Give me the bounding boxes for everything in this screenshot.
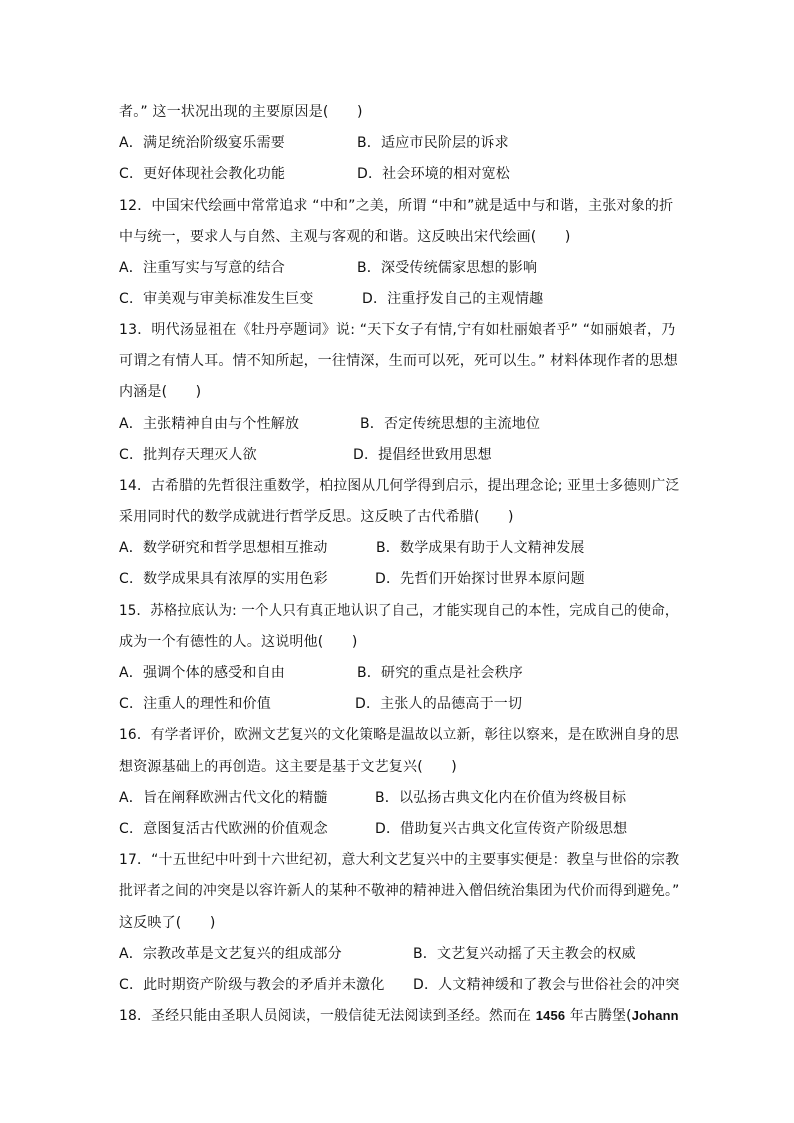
q16-option-d: D．借助复兴古典文化宣传资产阶级思想: [375, 821, 628, 837]
q17-stem-line1: 17．“十五世纪中叶到十六世纪初，意大利文艺复兴中的主要事实便是：教皇与世俗的宗教: [119, 852, 680, 868]
q15-stem-line2: 成为一个有德性的人。这说明他( ): [119, 634, 358, 650]
q16-option-c: C．意图复活古代欧洲的价值观念: [119, 821, 328, 837]
q18-text-pre: 18．圣经只能由圣职人员阅读，一般信徒无法阅读到圣经。然而在: [119, 1008, 536, 1024]
q13-option-b: B．否定传统思想的主流地位: [360, 416, 541, 432]
q11-option-d: D．社会环境的相对宽松: [357, 166, 510, 182]
q12-option-a: A．注重写实与写意的结合: [119, 260, 285, 276]
q18-stem-line1: [119, 1006, 679, 1026]
q12-stem-line2: 中与统一，要求人与自然、主观与客观的和谐。这反映出宋代绘画( ): [119, 229, 571, 245]
q17-option-c: C．此时期资产阶级与教会的矛盾并未激化: [119, 977, 385, 993]
q11-option-a: A．满足统治阶级宴乐需要: [119, 135, 285, 151]
q16-stem-line2: 想资源基础上的再创造。这主要是基于文艺复兴( ): [119, 759, 457, 775]
q12-option-c: C．审美观与审美标准发生巨变: [119, 291, 314, 307]
q14-option-d: D．先哲们开始探讨世界本原问题: [375, 571, 585, 587]
q11-stem-end: 者。” 这一状况出现的主要原因是( ): [119, 104, 363, 120]
q12-option-d: D．注重抒发自己的主观情趣: [362, 291, 544, 307]
q13-option-a: A．主张精神自由与个性解放: [119, 416, 300, 432]
q11-option-c: C．更好体现社会教化功能: [119, 166, 286, 182]
q18-year: 1456: [535, 1008, 566, 1023]
q13-stem-line1: 13．明代汤显祖在《牡丹亭题词》说: “天下女子有情,宁有如杜丽娘者乎” “如丽娘者，乃: [119, 322, 676, 338]
q15-option-b: B．研究的重点是社会秩序: [357, 665, 524, 681]
q14-option-b: B．数学成果有助于人文精神发展: [376, 540, 585, 556]
q15-stem-line1: 15．苏格拉底认为: 一个人只有真正地认识了自己，才能实现自己的本性，完成自己的使命，: [119, 603, 679, 619]
q12-option-b: B．深受传统儒家思想的影响: [357, 260, 538, 276]
q16-option-a: A．旨在阐释欧洲古代文化的精髓: [119, 790, 328, 806]
q13-stem-line2: 可谓之有情人耳。情不知所起，一往情深，生而可以死，死可以生。” 材料体现作者的思想: [119, 353, 678, 369]
q18-text-mid: 年古腾堡(: [565, 1008, 632, 1024]
q14-option-c: C．数学成果具有浓厚的实用色彩: [119, 571, 328, 587]
q18-name: Johann: [631, 1008, 679, 1023]
q13-option-d: D．提倡经世致用思想: [353, 447, 492, 463]
q15-option-d: D．主张人的品德高于一切: [355, 696, 523, 712]
q11-option-b: B．适应市民阶层的诉求: [357, 135, 509, 151]
q16-option-b: B．以弘扬古典文化内在价值为终极目标: [375, 790, 627, 806]
q14-stem-line2: 采用同时代的数学成就进行哲学反思。这反映了古代希腊( ): [119, 509, 514, 525]
q13-stem-line3: 内涵是( ): [119, 384, 202, 400]
q17-option-b: B．文艺复兴动摇了天主教会的权威: [413, 946, 636, 962]
q17-stem-line3: 这反映了( ): [119, 915, 216, 931]
q14-stem-line1: 14．古希腊的先哲很注重数学，柏拉图从几何学得到启示，提出理念论; 亚里士多德则广泛: [119, 478, 680, 494]
q13-option-c: C．批判存天理灭人欲: [119, 447, 257, 463]
q17-stem-line2: 批评者之间的冲突是以容许新人的某种不敬神的精神进入僧侣统治集团为代价而得到避免。”: [119, 883, 680, 899]
q15-option-c: C．注重人的理性和价值: [119, 696, 271, 712]
q12-stem-line1: 12．中国宋代绘画中常常追求 “中和”之美，所谓 “中和”就是适中与和谐，主张对象的折: [119, 198, 674, 214]
q15-option-a: A．强调个体的感受和自由: [119, 665, 285, 681]
q17-option-a: A．宗教改革是文艺复兴的组成部分: [119, 946, 342, 962]
q17-option-d: D．人文精神缓和了教会与世俗社会的冲突: [413, 977, 680, 993]
q16-stem-line1: 16．有学者评价，欧洲文艺复兴的文化策略是温故以立新，彰往以察来，是在欧洲自身的思: [119, 727, 680, 743]
q14-option-a: A．数学研究和哲学思想相互推动: [119, 540, 328, 556]
